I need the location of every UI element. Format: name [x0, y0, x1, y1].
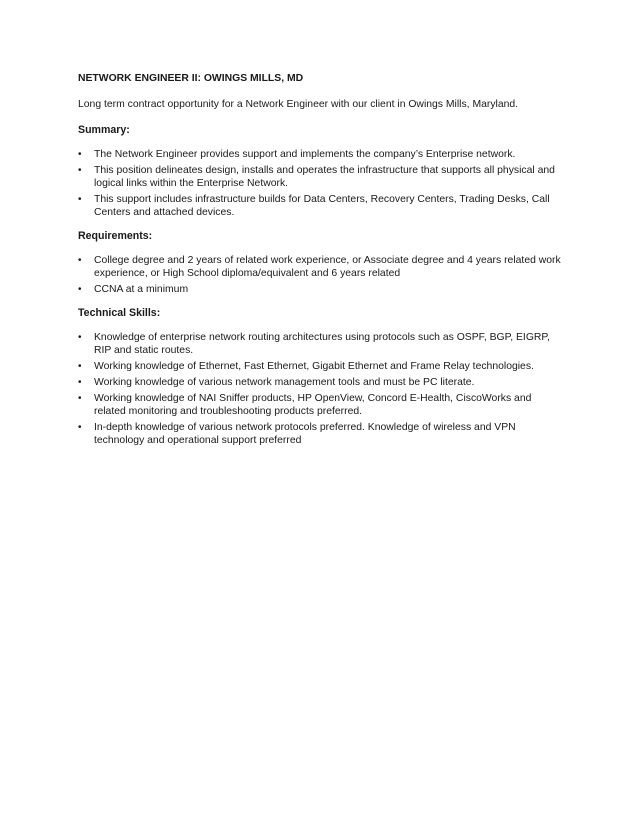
technical-skills-list — [78, 331, 566, 447]
list-item — [78, 331, 566, 357]
requirements-heading: Requirements: — [78, 230, 153, 242]
summary-list — [78, 148, 566, 219]
job-title: NETWORK ENGINEER II: OWINGS MILLS, MD — [78, 73, 304, 84]
technical-skills-heading: Technical Skills: — [78, 307, 161, 319]
list-item — [78, 421, 566, 447]
list-item-text: CCNA at a minimum — [94, 284, 189, 295]
bullet-icon: • — [78, 165, 82, 176]
list-item — [78, 360, 566, 373]
list-item-text: In-depth knowledge of various network protocols preferred. Knowledge of wireless and VPN technology and operational support preferred — [94, 422, 516, 446]
list-item-text: Working knowledge of Ethernet, Fast Ethernet, Gigabit Ethernet and Frame Relay technologies. — [94, 361, 534, 372]
bullet-icon: • — [78, 149, 82, 160]
list-item-text: Working knowledge of NAI Sniffer products, HP OpenView, Concord E-Health, CiscoWorks and related monitoring and troubleshooting products preferred. — [94, 393, 532, 417]
bullet-icon: • — [78, 284, 82, 295]
list-item — [78, 283, 566, 296]
list-item-text: This support includes infrastructure builds for Data Centers, Recovery Centers, Trading Desks, Call Centers and attached devices. — [94, 194, 550, 218]
bullet-icon: • — [78, 422, 82, 433]
list-item — [78, 164, 566, 190]
list-item-text: The Network Engineer provides support and implements the company’s Enterprise network. — [94, 149, 516, 160]
list-item-text: This position delineates design, installs and operates the infrastructure that supports all physical and logical links within the Enterprise Network. — [94, 165, 555, 189]
list-item — [78, 392, 566, 418]
bullet-icon: • — [78, 332, 82, 343]
list-item — [78, 193, 566, 219]
document-body — [78, 72, 566, 458]
bullet-icon: • — [78, 255, 82, 266]
list-item — [78, 376, 566, 389]
bullet-icon: • — [78, 393, 82, 404]
list-item-text: Knowledge of enterprise network routing architectures using protocols such as OSPF, BGP, EIGRP, RIP and static routes. — [94, 332, 550, 356]
bullet-icon: • — [78, 361, 82, 372]
summary-heading: Summary: — [78, 124, 130, 136]
intro-paragraph: Long term contract opportunity for a Network Engineer with our client in Owings Mills, Maryland. — [78, 99, 519, 110]
list-item-text: Working knowledge of various network management tools and must be PC literate. — [94, 377, 475, 388]
list-item-text: College degree and 2 years of related work experience, or Associate degree and 4 years related work experience, or High School diploma/equivalent and 6 years related — [94, 255, 561, 279]
list-item — [78, 148, 566, 161]
bullet-icon: • — [78, 377, 82, 388]
requirements-list — [78, 254, 566, 296]
bullet-icon: • — [78, 194, 82, 205]
list-item — [78, 254, 566, 280]
